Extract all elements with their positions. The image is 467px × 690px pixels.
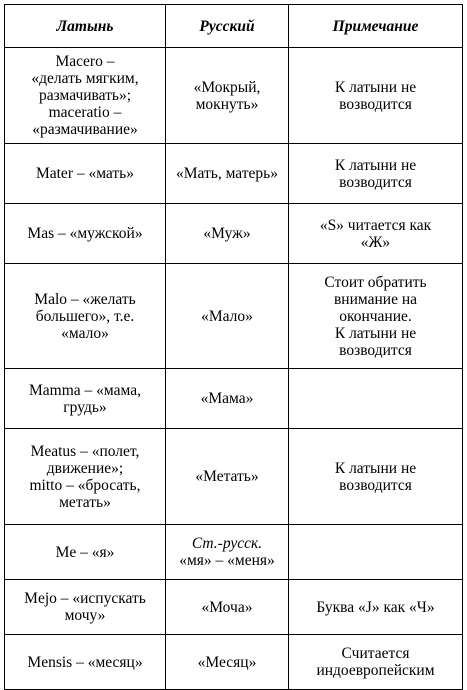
- cell-latin: Malo – «желать большего», т.е. «мало»: [5, 264, 166, 369]
- cell-latin: Me – «я»: [5, 525, 166, 580]
- cell-russian: «Месяц»: [166, 635, 289, 690]
- header-row: [5, 5, 463, 48]
- cell-russian: «Метать»: [166, 429, 289, 525]
- table-row: [5, 369, 463, 429]
- cell-note: Считается индоевропейским: [289, 635, 463, 690]
- cell-latin: Mater – «мать»: [5, 144, 166, 204]
- cell-russian: «Мокрый, мокнуть»: [166, 48, 289, 144]
- cell-russian: «Мама»: [166, 369, 289, 429]
- table-row: [5, 635, 463, 690]
- cell-latin: Mensis – «месяц»: [5, 635, 166, 690]
- cell-note: [289, 369, 463, 429]
- russian-prefix: Ст.-русск.: [191, 535, 263, 552]
- header-note: Примечание: [289, 5, 463, 48]
- table-row: [5, 429, 463, 525]
- cell-russian: «Муж»: [166, 204, 289, 264]
- cell-latin: Mas – «мужской»: [5, 204, 166, 264]
- cell-latin: Macero – «делать мягким, размачивать»; maceratio – «размачивание»: [5, 48, 166, 144]
- cell-note: «S» читается как «Ж»: [289, 204, 463, 264]
- cell-russian: «Мало»: [166, 264, 289, 369]
- cell-russian: [166, 525, 289, 580]
- table-row: [5, 525, 463, 580]
- cell-russian: «Моча»: [166, 580, 289, 635]
- cell-note: [289, 525, 463, 580]
- cell-latin: Meatus – «полет, движение»; mitto – «бросать, метать»: [5, 429, 166, 525]
- cell-russian: «Мать, матерь»: [166, 144, 289, 204]
- header-russian: Русский: [166, 5, 289, 48]
- table-row: [5, 48, 463, 144]
- cell-latin: Mamma – «мама, грудь»: [5, 369, 166, 429]
- table-header: [5, 5, 463, 48]
- table-row: [5, 144, 463, 204]
- table-row: [5, 204, 463, 264]
- table-body: [5, 48, 463, 690]
- cell-note: Буква «J» как «Ч»: [289, 580, 463, 635]
- etymology-table: [4, 4, 463, 690]
- cell-note: К латыни не возводится: [289, 144, 463, 204]
- cell-latin: Mejo – «испускать мочу»: [5, 580, 166, 635]
- header-latin: Латынь: [5, 5, 166, 48]
- table-row: [5, 580, 463, 635]
- cell-note: Стоит обратить внимание на окончание. К латыни не возводится: [289, 264, 463, 369]
- russian-word: «мя» – «меня»: [179, 552, 275, 569]
- cell-note: К латыни не возводится: [289, 429, 463, 525]
- cell-note: К латыни не возводится: [289, 48, 463, 144]
- table-row: [5, 264, 463, 369]
